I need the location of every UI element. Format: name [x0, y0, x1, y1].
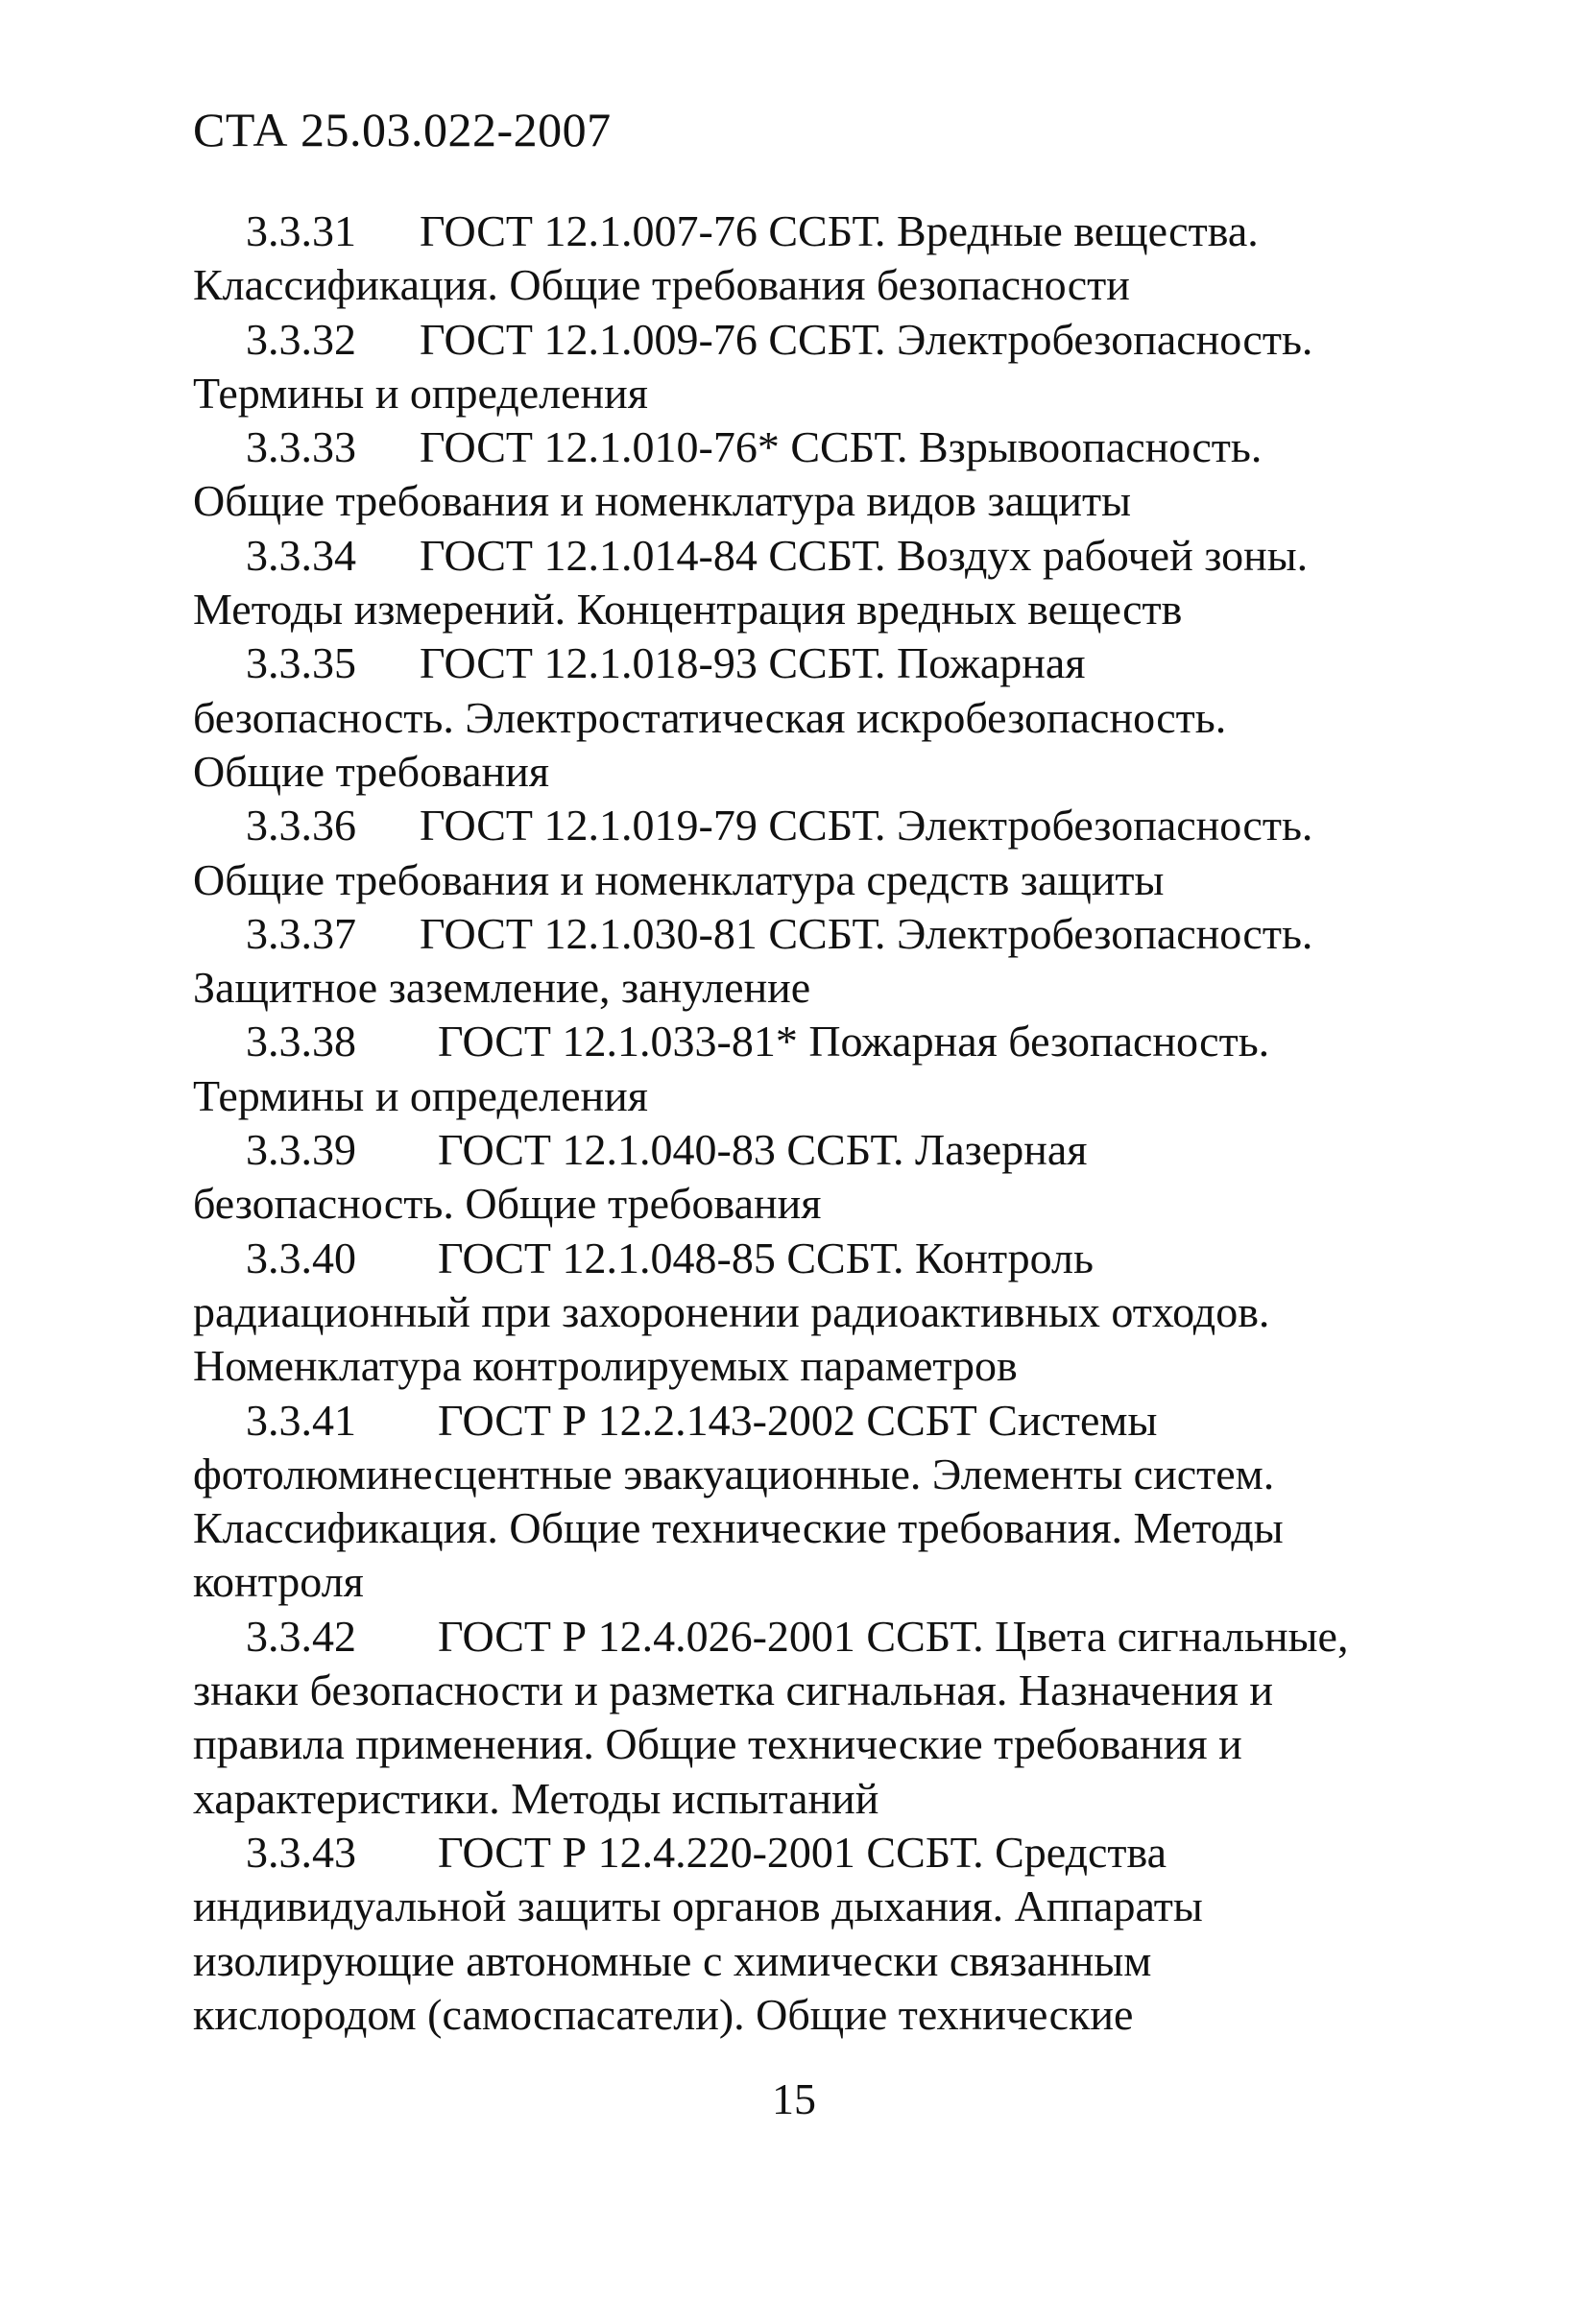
- reference-text-line: Методы измерений. Концентрация вредных веществ: [193, 585, 1183, 635]
- reference-text-line: Защитное заземление, зануление: [193, 963, 811, 1013]
- reference-text: ГОСТ 12.1.033-81* Пожарная безопасность.: [438, 1017, 1270, 1066]
- reference-text-line: Номенклатура контролируемых параметров: [193, 1341, 1018, 1391]
- reference-entry-first-line: [193, 313, 1412, 367]
- reference-number: 3.3.39: [246, 1125, 356, 1175]
- reference-text-line: изолирующие автономные с химически связанным: [193, 1935, 1152, 1985]
- reference-entry-first-line: [193, 1826, 1412, 1880]
- reference-text: ГОСТ 12.1.018-93 ССБТ. Пожарная: [420, 638, 1086, 688]
- reference-entry: [193, 1610, 1412, 1826]
- reference-number: 3.3.37: [246, 908, 356, 958]
- document-code-header: СТА 25.03.022-2007: [193, 103, 612, 156]
- reference-number: 3.3.34: [246, 530, 356, 580]
- reference-entry: [193, 313, 1412, 421]
- reference-number: 3.3.43: [246, 1827, 356, 1877]
- reference-text: ГОСТ 12.1.009-76 ССБТ. Электробезопасность.: [420, 314, 1313, 364]
- reference-text-line: Термины и определения: [193, 368, 648, 418]
- reference-text: ГОСТ 12.1.030-81 ССБТ. Электробезопасность.: [420, 908, 1313, 958]
- reference-number: 3.3.32: [246, 314, 356, 364]
- reference-entry-first-line: [193, 799, 1412, 852]
- reference-text-line: радиационный при захоронении радиоактивных отходов.: [193, 1286, 1270, 1336]
- reference-text: ГОСТ 12.1.040-83 ССБТ. Лазерная: [438, 1125, 1088, 1175]
- reference-entry-first-line: [193, 1232, 1412, 1285]
- reference-number: 3.3.40: [246, 1233, 356, 1282]
- reference-entry: [193, 1232, 1412, 1394]
- reference-text: ГОСТ 12.1.010-76* ССБТ. Взрывоопасность.: [420, 422, 1263, 472]
- reference-entry-first-line: [193, 204, 1412, 258]
- reference-text-line: фотолюминесцентные эвакуационные. Элементы систем.: [193, 1449, 1275, 1498]
- reference-entry: [193, 1826, 1412, 2042]
- reference-entry: [193, 799, 1412, 907]
- reference-number: 3.3.35: [246, 638, 356, 688]
- reference-entry-first-line: [193, 529, 1412, 583]
- reference-text-line: кислородом (самоспасатели). Общие технические: [193, 1989, 1134, 2039]
- reference-list: [193, 204, 1412, 2042]
- reference-number: 3.3.36: [246, 801, 356, 851]
- reference-number: 3.3.33: [246, 422, 356, 472]
- reference-text-line: характеристики. Методы испытаний: [193, 1773, 879, 1823]
- reference-text-line: Общие требования и номенклатура видов защиты: [193, 476, 1132, 526]
- reference-text-line: Классификация. Общие технические требования. Методы: [193, 1503, 1284, 1553]
- reference-text-line: контроля: [193, 1557, 364, 1607]
- reference-text: ГОСТ 12.1.014-84 ССБТ. Воздух рабочей зоны.: [420, 530, 1309, 580]
- reference-text-line: Классификация. Общие требования безопасности: [193, 260, 1130, 310]
- reference-entry: [193, 636, 1412, 799]
- reference-text: ГОСТ 12.1.019-79 ССБТ. Электробезопасность.: [420, 801, 1313, 851]
- reference-entry: [193, 907, 1412, 1016]
- reference-text-line: Термины и определения: [193, 1070, 648, 1120]
- reference-number: 3.3.31: [246, 206, 356, 255]
- reference-number: 3.3.42: [246, 1611, 356, 1661]
- reference-text: ГОСТ Р 12.4.026-2001 ССБТ. Цвета сигнальные,: [438, 1611, 1349, 1661]
- reference-entry: [193, 420, 1412, 529]
- reference-text-line: Общие требования: [193, 746, 549, 796]
- reference-text-line: безопасность. Общие требования: [193, 1179, 822, 1229]
- reference-text-line: правила применения. Общие технические требования и: [193, 1719, 1242, 1769]
- reference-entry: [193, 1394, 1412, 1610]
- reference-entry: [193, 529, 1412, 637]
- reference-entry-first-line: [193, 1123, 1412, 1177]
- reference-text-line: индивидуальной защиты органов дыхания. Аппараты: [193, 1881, 1203, 1931]
- reference-entry: [193, 1015, 1412, 1123]
- reference-entry-first-line: [193, 907, 1412, 961]
- reference-text: ГОСТ Р 12.2.143-2002 ССБТ Системы: [438, 1395, 1158, 1445]
- reference-text: ГОСТ 12.1.048-85 ССБТ. Контроль: [438, 1233, 1094, 1282]
- reference-entry-first-line: [193, 1015, 1412, 1068]
- reference-text: ГОСТ 12.1.007-76 ССБТ. Вредные вещества.: [420, 206, 1259, 255]
- reference-text-line: безопасность. Электростатическая искробезопасность.: [193, 692, 1227, 742]
- reference-number: 3.3.41: [246, 1395, 356, 1445]
- reference-entry-first-line: [193, 636, 1412, 690]
- reference-text-line: знаки безопасности и разметка сигнальная. Назначения и: [193, 1665, 1273, 1715]
- reference-entry-first-line: [193, 1610, 1412, 1664]
- reference-entry: [193, 1123, 1412, 1232]
- page-number: 15: [772, 2074, 816, 2123]
- reference-entry: [193, 204, 1412, 313]
- reference-entry-first-line: [193, 420, 1412, 474]
- reference-text: ГОСТ Р 12.4.220-2001 ССБТ. Средства: [438, 1827, 1167, 1877]
- reference-text-line: Общие требования и номенклатура средств защиты: [193, 854, 1165, 904]
- reference-entry-first-line: [193, 1394, 1412, 1448]
- reference-number: 3.3.38: [246, 1017, 356, 1066]
